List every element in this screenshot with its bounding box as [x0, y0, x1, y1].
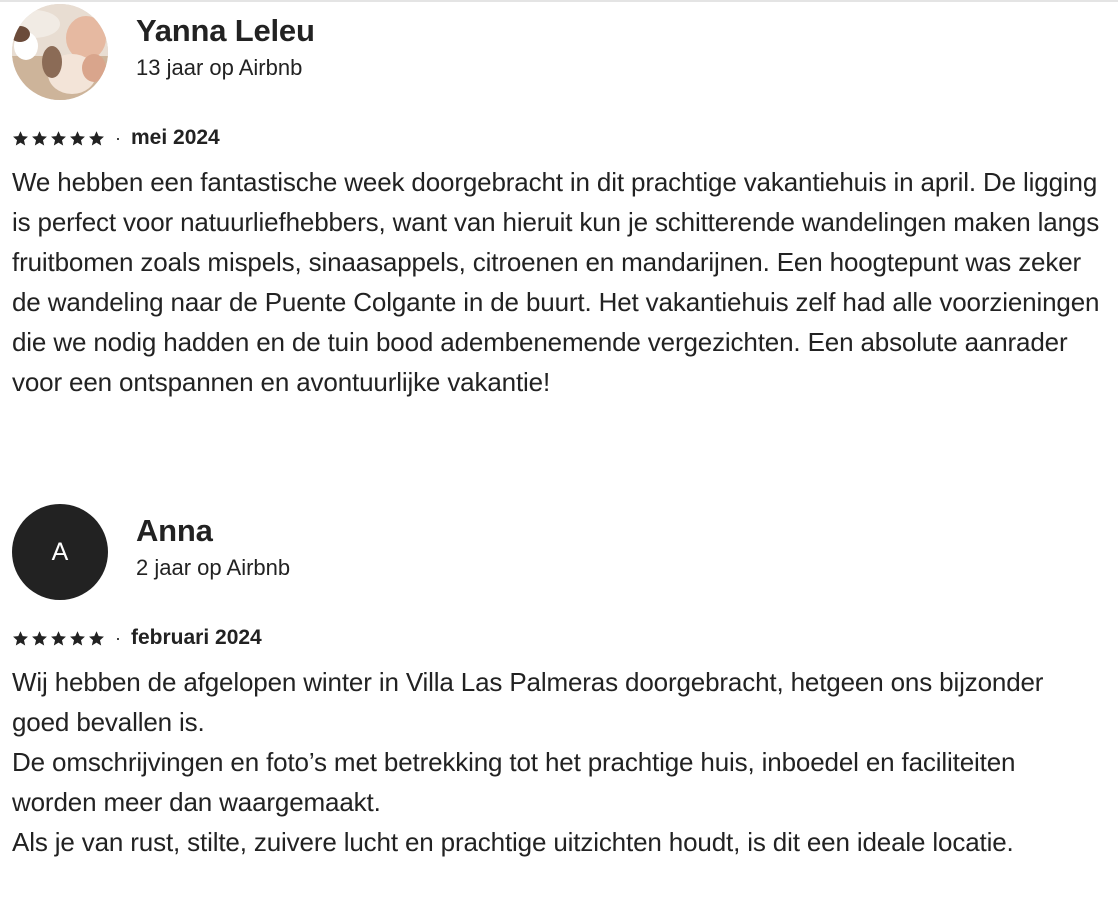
review-card [12, 4, 1102, 402]
star-icon [31, 630, 48, 647]
review-date: mei 2024 [131, 126, 220, 149]
reviewer-tenure: 2 jaar op Airbnb [136, 555, 291, 580]
avatar[interactable] [12, 504, 108, 600]
review-date: februari 2024 [131, 626, 262, 649]
reviewer-tenure: 13 jaar op Airbnb [136, 55, 303, 80]
reviewer-header [12, 504, 1102, 600]
review-text: We hebben een fantastische week doorgebracht in dit prachtige vakantiehuis in april. De ligging is perfect voor natuurliefhebbers, want van hieruit kun je schitterende wandelingen maken langs fruitbomen zoals mispels, sinaasappels, citroenen en mandarijnen. Een hoogtepunt was zeker de wandeling naar de Puente Colgante in de buurt. Het vakantiehuis zelf had alle voorzieningen die we nodig hadden en de tuin bood adembenemende vergezichten. Een absolute aanrader voor een ontspannen en avontuurlijke vakantie! [12, 167, 1100, 397]
reviewer-name[interactable]: Anna [136, 513, 213, 548]
star-icon [69, 630, 86, 647]
star-icon [31, 130, 48, 147]
star-icon [12, 630, 29, 647]
star-icon [69, 130, 86, 147]
reviewer-name[interactable]: Yanna Leleu [136, 13, 315, 48]
reviewer-info [136, 504, 290, 583]
star-rating [12, 630, 105, 647]
avatar-initial: A [51, 537, 69, 566]
separator-dot: · [115, 628, 121, 648]
star-icon [12, 130, 29, 147]
star-rating [12, 130, 105, 147]
rating-row [12, 124, 1102, 152]
avatar-photo-image [12, 4, 108, 100]
reviewer-header [12, 4, 1102, 100]
reviewer-info [136, 4, 315, 83]
star-icon [50, 130, 67, 147]
rating-row [12, 624, 1102, 652]
star-icon [50, 630, 67, 647]
review-text: Wij hebben de afgelopen winter in Villa Las Palmeras doorgebracht, hetgeen ons bijzonder goed bevallen is. De omschrijvingen en foto’s met betrekking tot het prachtige huis, inboedel en faciliteiten worden meer dan waargemaakt. Als je van rust, stilte, zuivere lucht en prachtige uitzichten houdt, is dit een ideale locatie. [12, 667, 1044, 857]
avatar[interactable] [12, 4, 108, 100]
separator-dot: · [115, 128, 121, 148]
review-card [12, 504, 1102, 862]
top-divider [0, 0, 1118, 2]
star-icon [88, 130, 105, 147]
star-icon [88, 630, 105, 647]
